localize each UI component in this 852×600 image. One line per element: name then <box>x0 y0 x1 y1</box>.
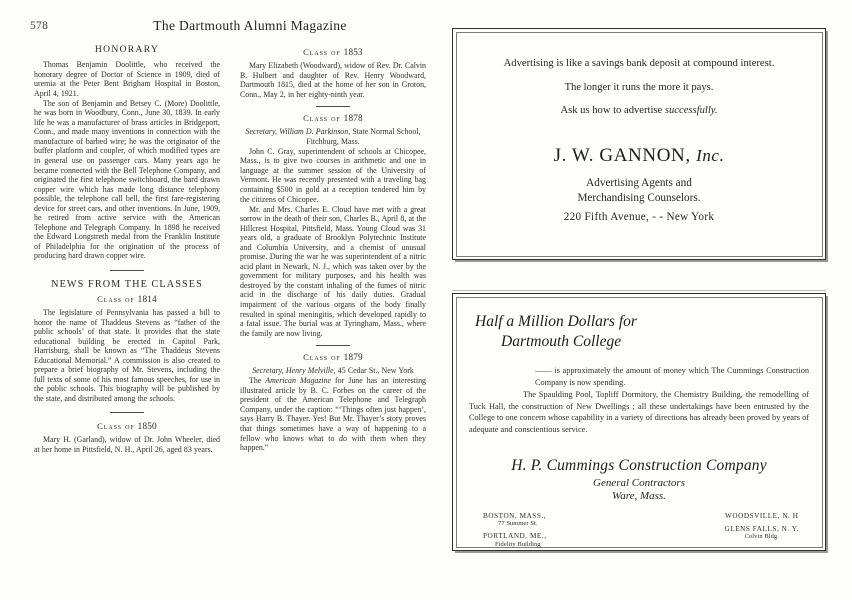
class-year: 1878 <box>343 113 363 124</box>
office-street: Colvin Bldg. <box>744 533 779 541</box>
ad-tagline-3 <box>475 104 803 119</box>
ad-tagline-3-emphasis: successfully. <box>664 105 718 116</box>
ad-headline <box>475 312 809 352</box>
paragraph: The son of Benjamin and Betsey C. (More) Doolittle, he was born in Woodbury, Conn., June 30, 1839. In early life he was a manufacturer of brass articles in Bridgeport, Conn., and made many inventions in connection with the manufacture of barbed wire; he was the originator of the buffer platform and coupler, of which modified types are in general use on passenger cars. Many years ago he became connected with the Bell Telephone Company, and originated the first telephone switchboard, the hard drawn copper wire which has made long distance telephony possible, the telephone call bell, the first fare-registering device for street cars, and other inventions. In June, 1909, he retired from active service with the American Telephone and Telegraph Company. In 1898 he received the Edward Longstreth medal from the Franklin Institute of Philadelphia for the origination of the process of producing hard drawn copper wire. <box>34 98 220 261</box>
ad-company-town: Ware, Mass. <box>612 489 666 502</box>
ad-company-role: General Contractors <box>593 476 685 489</box>
class-secretary-1878 <box>240 127 426 146</box>
headline-line-1: Half a Million Dollars for <box>475 313 637 330</box>
magazine-name: American Magazine <box>265 376 332 386</box>
ad-tagline-1: Advertising is like a savings bank deposit at compound interest. <box>503 58 775 69</box>
section-divider <box>110 270 144 271</box>
page-number: 578 <box>30 20 49 32</box>
office-entry <box>725 512 799 520</box>
class-year: 1853 <box>343 47 363 57</box>
office-column-left <box>483 512 547 553</box>
paragraph: Thomas Benjamin Doolittle, who received the honorary degree of Doctor of Science in 1909, died of uremia at the Peter Bent Brigham Hospital in Boston, April 4, 1921. <box>34 60 220 98</box>
section-divider <box>316 345 350 346</box>
paragraph: Mr. and Mrs. Charles E. Cloud have met with a great sorrow in the death of their son, Charles B., April 8, at the Hillcrest Hospital, Pittsfield, Mass. Young Cloud was 31 years old, a graduate of Brooklyn Polytechnic Institute and Columbia University, and a chemist of unusual promise. During the war he was superintendent of a nitric acid plant in Newark, N. J., which was taken over by the government for military purposes, and his health was destroyed by the constant inhaling of the fumes of nitric acid in the discharge of his daily duties. Gradual impairment of the various organs of the body finally resulted in spinal meningitis, which developed rapidly to a fatal issue. The burial was at Tyringham, Mass., where the family are now living. <box>240 204 426 338</box>
office-entry <box>725 525 799 541</box>
section-heading-honorary: HONORARY <box>94 44 160 55</box>
office-city: PORTLAND, ME., <box>483 532 547 541</box>
ad-company-name <box>475 145 803 167</box>
class-heading-1879 <box>240 352 426 362</box>
ad-company-address: 220 Fifth Avenue, - - New York <box>563 210 715 223</box>
editorial-region <box>28 18 438 583</box>
paragraph: The legislature of Pennsylvania has passed a bill to honor the name of Thaddeus Stevens as “father of the public schools’ of that state. It provides that the state educational building be erected in Capitol Park, Harrisburg, shall be known as “The Thaddeus Stevens Educational Memorial.” A commission is also created to prepare a brief biography of Mr. Stevens, including the full texts of some of his most famous speeches, for use in the public schools. This biography will be published by the state, and distributed among the schools. <box>34 307 220 403</box>
column-right <box>240 44 426 453</box>
paragraph: Mary Elizabeth (Woodward), widow of Rev. Dr. Calvin B. Hulbert and daughter of Rev. Henry Woodward, Dartmouth 1815, died at the home of her son in Groton, Conn., May 2, in her eighty-ninth year. <box>240 61 426 99</box>
secretary-name: Henry Melville <box>285 366 334 376</box>
section-heading-news: NEWS FROM THE CLASSES <box>51 278 203 290</box>
section-divider <box>110 412 144 413</box>
office-street: Fidelity Building <box>495 540 541 548</box>
class-label: Class <box>97 293 123 304</box>
running-head <box>28 18 438 40</box>
secretary-name: William D. Parkinson <box>279 127 349 137</box>
class-year: 1879 <box>343 352 363 363</box>
ad-company-name: H. P. Cummings Construction Company <box>511 456 767 474</box>
class-label: Class <box>303 352 329 363</box>
ad-company-subtitle <box>475 176 803 206</box>
section-divider <box>316 106 350 107</box>
advertisement-gannon[interactable] <box>452 28 826 260</box>
paragraph-1879 <box>240 376 426 452</box>
column-left <box>34 44 220 455</box>
office-city: GLENS FALLS, N. Y. <box>724 524 799 533</box>
office-city: WOODSVILLE, N. H <box>725 511 799 520</box>
secretary-address: , 45 Cedar St., New York <box>333 366 414 376</box>
ad-body-paragraph-2: The Spaulding Pool, Topliff Dormitory, the Chemistry Building, the remodelling of Tuck Hall, the construction of New Dwellings ; all these undertakings have been entrusted by the College to one concern whose capability in a variety of directions has already been proved by years of adequate and conscientious service. <box>469 390 809 434</box>
class-label: Class <box>97 421 123 432</box>
company-name-main: J. W. GANNON, <box>553 144 691 166</box>
class-label: Class <box>303 113 329 124</box>
class-label: Class <box>303 47 329 57</box>
paragraph: John C. Gray, superintendent of schools at Chicopee, Mass., is to give two courses in arithmetic and one in language at the summer session of the University of Vermont. He was recently presented with a traveling bag containing $500 in gold at a reception tendered him by the citizens of Chicopee. <box>240 146 426 204</box>
magazine-title: The Dartmouth Alumni Magazine <box>153 18 347 33</box>
text-post: for June has an interesting illustrated article by B. C. Forbes on the career of the president of the American Telephone and Telegraph Company, under the caption: “‘Things often just happen’, says Harry B. Thayer. Yes! But Mr. Thayer’s story proves that things sometimes have a way of happening to a fellow who knows what to <box>240 376 426 443</box>
advertisement-cummings[interactable] <box>452 293 826 551</box>
headline-line-2: Dartmouth College <box>501 333 622 350</box>
class-of: of <box>331 47 341 57</box>
ad-office-list <box>469 512 809 558</box>
class-heading-1814 <box>34 294 220 304</box>
class-of: of <box>125 421 135 432</box>
class-heading-1853 <box>240 47 426 57</box>
class-year: 1850 <box>137 421 157 432</box>
secretary-label: Secretary, <box>245 127 277 137</box>
class-heading-1850 <box>34 421 220 431</box>
text-pre: The <box>249 376 266 386</box>
office-entry <box>483 512 547 528</box>
paragraph: Mary H. (Garland), widow of Dr. John Wheeler, died at her home in Pittsfield, N. H., April 26, aged 83 years. <box>34 435 220 454</box>
office-city: BOSTON, MASS., <box>483 511 547 520</box>
class-heading-1878 <box>240 113 426 123</box>
ad-body-copy <box>469 365 809 436</box>
secretary-label: Secretary, <box>252 366 284 376</box>
secretary-address: , State Normal School, Fitchburg, Mass. <box>306 127 421 146</box>
class-of: of <box>331 113 341 124</box>
text-columns <box>28 44 438 584</box>
text-post2: with them when they happen.” <box>240 433 426 453</box>
class-of: of <box>331 352 341 363</box>
advertisement-divider <box>452 290 826 291</box>
company-name-suffix: Inc. <box>696 145 725 165</box>
subtitle-line-2: Merchandising Counselors. <box>577 191 701 204</box>
ad-body-paragraph-1: —— is approximately the amount of money which The Cummings Construction Company is now spending. <box>535 366 809 387</box>
class-year: 1814 <box>137 293 157 304</box>
emphasis-do: do <box>339 433 347 443</box>
office-entry <box>483 532 547 548</box>
subtitle-line-1: Advertising Agents and <box>586 176 692 189</box>
office-street: 77 Summer St. <box>498 520 538 528</box>
class-of: of <box>125 293 135 304</box>
office-column-right <box>725 512 799 546</box>
ad-tagline-2: The longer it runs the more it pays. <box>564 81 714 93</box>
class-secretary-1879 <box>240 366 426 376</box>
ad-tagline-3-pre: Ask us how to advertise <box>560 105 665 116</box>
